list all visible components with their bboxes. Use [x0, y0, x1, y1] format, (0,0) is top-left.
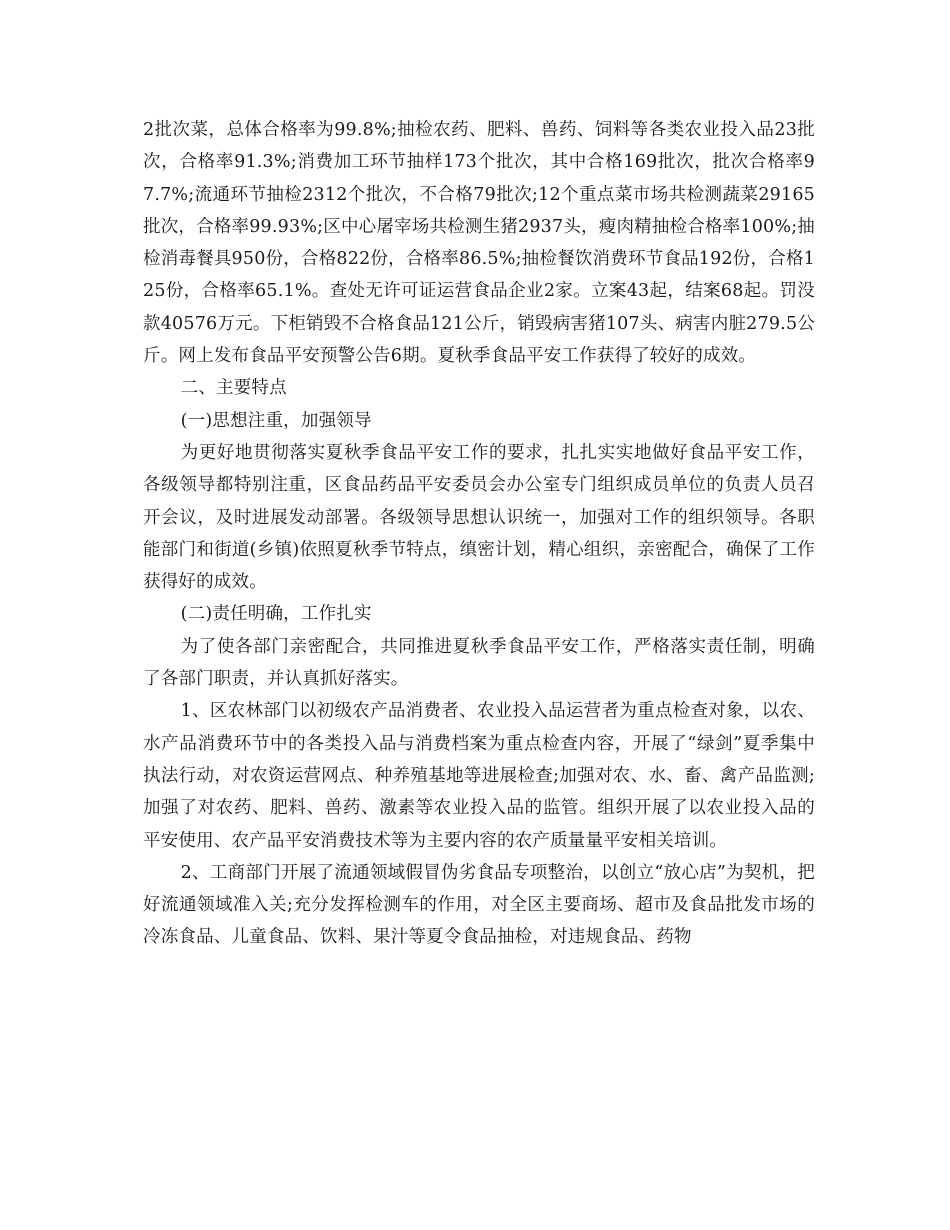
intro-paragraph: 2批次菜，总体合格率为99.8%;抽检农药、肥料、兽药、饲料等各类农业投入品23批次，合格率91.3%;消费加工环节抽样173个批次，其中合格169批次，批次合格率97.7%;流通环节抽检2312个批次，不合格79批次;12个重点菜市场共检测蔬菜29165批次，合格率99.93%;区中心屠宰场共检测生猪2937头，瘦肉精抽检合格率100%;抽检消毒餐具950份，合格822份，合格率86.5%;抽检餐饮消费环节食品192份，合格125份，合格率65.1%。查处无许可证运营食品企业2家。立案43起，结案68起。罚没款40576万元。下柜销毁不合格食品121公斤，销毁病害猪107头、病害内脏279.5公斤。网上发布食品平安预警公告6期。夏秋季食品平安工作获得了较好的成效。	[143, 120, 815, 367]
section-2-heading: 二、主要特点	[180, 378, 287, 399]
document-body	[143, 114, 815, 954]
subsection-2-heading: (二)责任明确，工作扎实	[180, 604, 372, 625]
subsection-2-paragraph: 为了使各部门亲密配合，共同推进夏秋季食品平安工作，严格落实责任制，明确了各部门职责，并认真抓好落实。	[143, 636, 815, 690]
subsection-1-paragraph: 为更好地贯彻落实夏秋季食品平安工作的要求，扎扎实实地做好食品平安工作，各级领导都特别注重，区食品药品平安委员会办公室专门组织成员单位的负责人员召开会议，及时进展发动部署。各级领导思想认识统一，加强对工作的组织领导。各职能部门和街道(乡镇)依照夏秋季节特点，缜密计划，精心组织，亲密配合，确保了工作获得好的成效。	[143, 442, 815, 593]
item-2-paragraph: 2、工商部门开展了流通领域假冒伪劣食品专项整治，以创立“放心店”为契机，把好流通领域准入关;充分发挥检测车的作用，对全区主要商场、超市及食品批发市场的冷冻食品、儿童食品、饮料、果汁等夏令食品抽检，对违规食品、药物	[143, 862, 815, 948]
item-1-paragraph: 1、区农林部门以初级农产品消费者、农业投入品运营者为重点检查对象，以农、水产品消费环节中的各类投入品与消费档案为重点检查内容，开展了“绿剑”夏季集中执法行动，对农资运营网点、种养殖基地等进展检查;加强对农、水、畜、禽产品监测;加强了对农药、肥料、兽药、激素等农业投入品的监管。组织开展了以农业投入品的平安使用、农产品平安消费技术等为主要内容的农产质量量平安相关培训。	[143, 701, 815, 851]
subsection-1-heading: (一)思想注重，加强领导	[180, 410, 372, 431]
